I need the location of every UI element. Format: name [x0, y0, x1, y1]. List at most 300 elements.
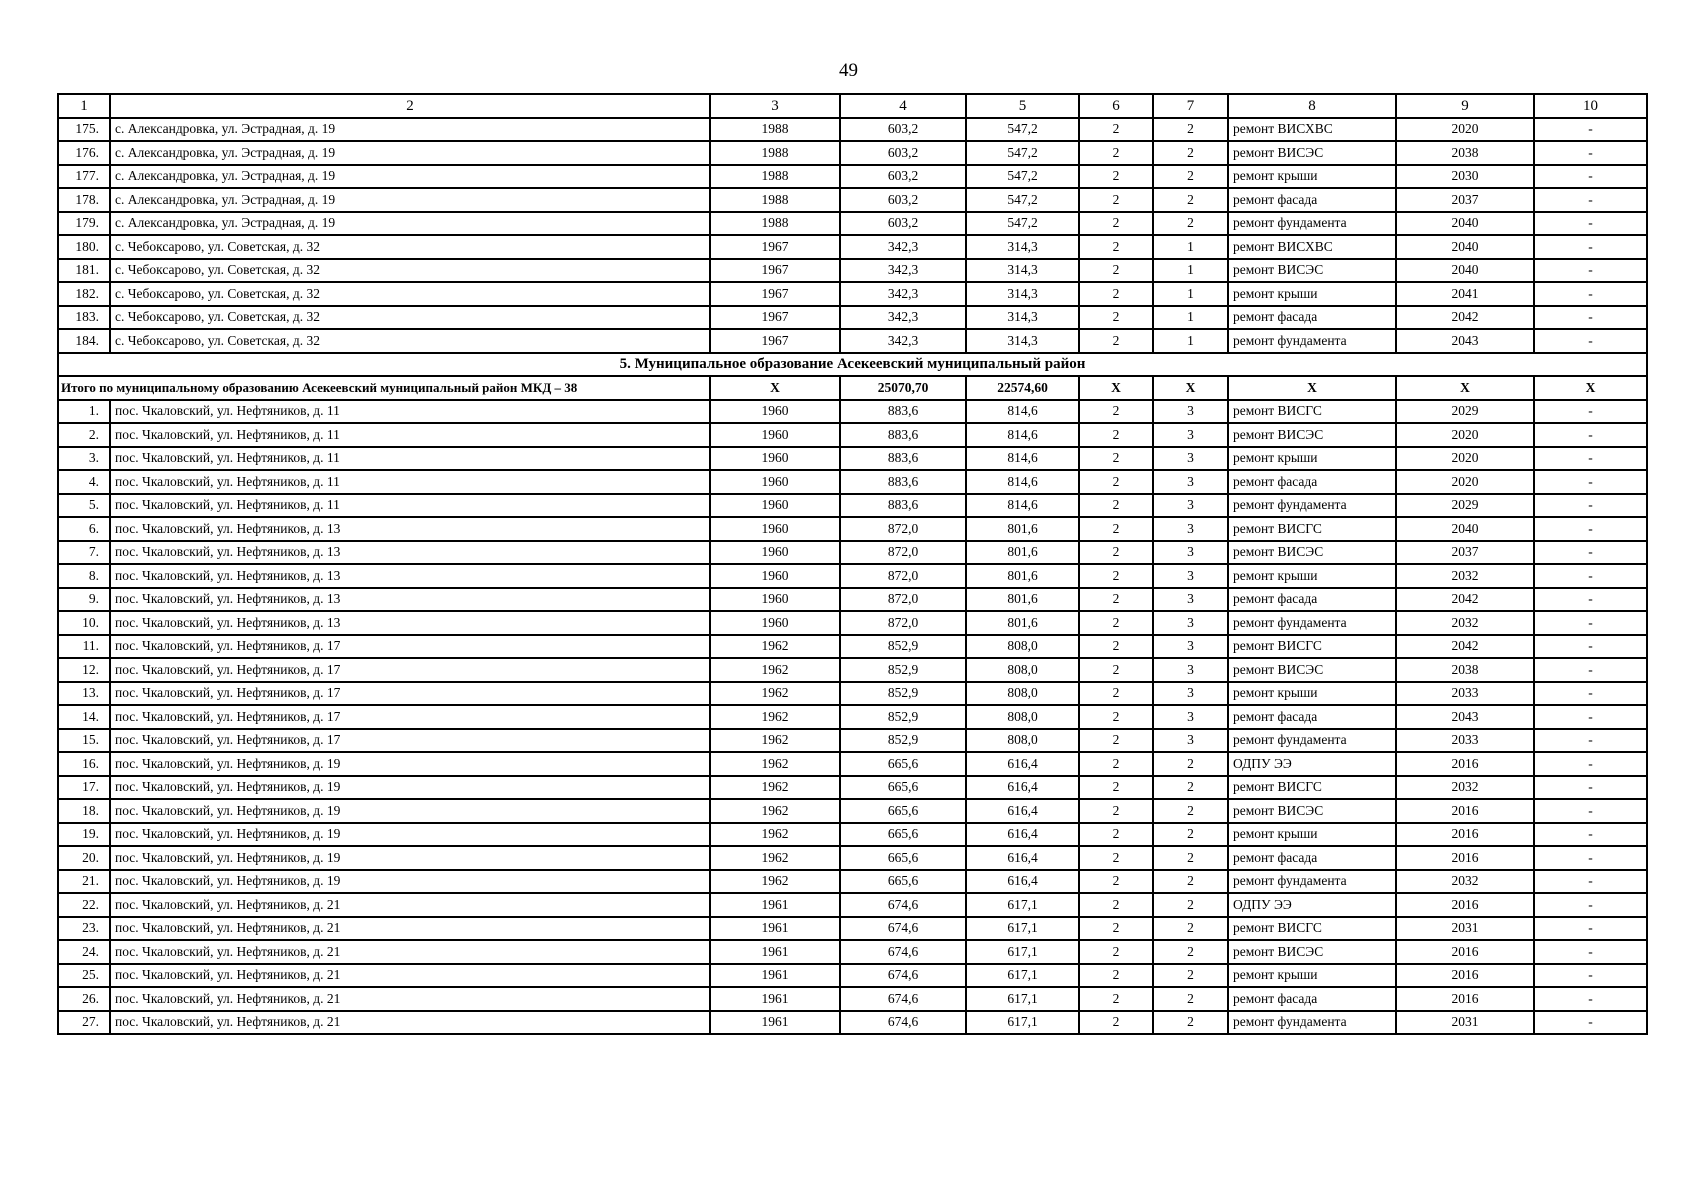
entrances-cell: 2 — [1153, 141, 1228, 165]
address-cell: пос. Чкаловский, ул. Нефтяников, д. 19 — [110, 846, 710, 870]
year-cell: 1961 — [710, 940, 840, 964]
planned-year-cell: 2032 — [1396, 870, 1534, 894]
address-cell: с. Александровка, ул. Эстрадная, д. 19 — [110, 165, 710, 189]
note-cell: - — [1534, 141, 1647, 165]
year-cell: 1988 — [710, 188, 840, 212]
floors-cell: 2 — [1079, 188, 1153, 212]
total-area-cell: 883,6 — [840, 494, 966, 518]
row-number-cell: 16. — [58, 752, 110, 776]
column-header-9: 9 — [1396, 94, 1534, 118]
total-row — [58, 376, 1647, 400]
table-row — [58, 447, 1647, 471]
entrances-cell: 2 — [1153, 1011, 1228, 1035]
living-area-cell: 617,1 — [966, 917, 1079, 941]
entrances-cell: 3 — [1153, 588, 1228, 612]
planned-year-cell: 2040 — [1396, 235, 1534, 259]
living-area-cell: 617,1 — [966, 1011, 1079, 1035]
floors-cell: 2 — [1079, 940, 1153, 964]
entrances-cell: 3 — [1153, 564, 1228, 588]
floors-cell: 2 — [1079, 705, 1153, 729]
note-cell: - — [1534, 799, 1647, 823]
work-type-cell: ремонт ВИСЭС — [1228, 799, 1396, 823]
address-cell: пос. Чкаловский, ул. Нефтяников, д. 13 — [110, 541, 710, 565]
year-cell: 1962 — [710, 658, 840, 682]
planned-year-cell: 2042 — [1396, 306, 1534, 330]
column-header-4: 4 — [840, 94, 966, 118]
work-type-cell: ремонт ВИСЭС — [1228, 423, 1396, 447]
work-type-cell: ремонт крыши — [1228, 564, 1396, 588]
entrances-cell: 1 — [1153, 235, 1228, 259]
note-cell: - — [1534, 517, 1647, 541]
work-type-cell: ремонт фасада — [1228, 306, 1396, 330]
entrances-cell: 2 — [1153, 752, 1228, 776]
total-area-cell: 342,3 — [840, 282, 966, 306]
floors-cell: 2 — [1079, 752, 1153, 776]
living-area-cell: 314,3 — [966, 306, 1079, 330]
work-type-cell: ремонт ВИСХВС — [1228, 118, 1396, 142]
table-row — [58, 682, 1647, 706]
planned-year-cell: 2033 — [1396, 729, 1534, 753]
floors-cell: 2 — [1079, 917, 1153, 941]
note-cell: - — [1534, 846, 1647, 870]
entrances-cell: 1 — [1153, 282, 1228, 306]
total-area-cell: 665,6 — [840, 776, 966, 800]
address-cell: пос. Чкаловский, ул. Нефтяников, д. 17 — [110, 705, 710, 729]
table-row — [58, 141, 1647, 165]
work-type-cell: ОДПУ ЭЭ — [1228, 752, 1396, 776]
entrances-cell: 2 — [1153, 165, 1228, 189]
work-type-cell: ремонт фундамента — [1228, 729, 1396, 753]
year-cell: 1961 — [710, 964, 840, 988]
table-row — [58, 118, 1647, 142]
entrances-cell: 3 — [1153, 517, 1228, 541]
table-row — [58, 940, 1647, 964]
living-area-cell: 547,2 — [966, 165, 1079, 189]
total-area-cell: 674,6 — [840, 917, 966, 941]
planned-year-cell: 2043 — [1396, 329, 1534, 353]
total-area-cell: 342,3 — [840, 306, 966, 330]
floors-cell: 2 — [1079, 165, 1153, 189]
address-cell: пос. Чкаловский, ул. Нефтяников, д. 11 — [110, 423, 710, 447]
table-row — [58, 494, 1647, 518]
note-cell: - — [1534, 541, 1647, 565]
address-cell: с. Чебоксарово, ул. Советская, д. 32 — [110, 282, 710, 306]
floors-cell: 2 — [1079, 423, 1153, 447]
note-cell: - — [1534, 917, 1647, 941]
living-area-cell: 547,2 — [966, 212, 1079, 236]
total-area-cell: 603,2 — [840, 141, 966, 165]
total-area-cell: 852,9 — [840, 682, 966, 706]
entrances-cell: 2 — [1153, 870, 1228, 894]
entrances-cell: 2 — [1153, 893, 1228, 917]
floors-cell: 2 — [1079, 541, 1153, 565]
planned-year-cell: 2020 — [1396, 118, 1534, 142]
address-cell: пос. Чкаловский, ул. Нефтяников, д. 13 — [110, 588, 710, 612]
planned-year-cell: 2040 — [1396, 259, 1534, 283]
entrances-cell: 1 — [1153, 259, 1228, 283]
work-type-cell: ремонт фасада — [1228, 705, 1396, 729]
floors-cell: 2 — [1079, 517, 1153, 541]
floors-cell: 2 — [1079, 588, 1153, 612]
entrances-cell: 2 — [1153, 823, 1228, 847]
address-cell: пос. Чкаловский, ул. Нефтяников, д. 17 — [110, 658, 710, 682]
floors-cell: 2 — [1079, 235, 1153, 259]
section-title: 5. Муниципальное образование Асекеевский муниципальный район — [58, 353, 1647, 377]
total-area-cell: 342,3 — [840, 259, 966, 283]
floors-cell: 2 — [1079, 870, 1153, 894]
row-number-cell: 20. — [58, 846, 110, 870]
note-cell: - — [1534, 870, 1647, 894]
note-cell: - — [1534, 329, 1647, 353]
planned-year-cell: 2030 — [1396, 165, 1534, 189]
total-label: Итого по муниципальному образованию Асекеевский муниципальный район МКД – 38 — [58, 376, 710, 400]
living-area-cell: 801,6 — [966, 588, 1079, 612]
work-type-cell: ремонт ВИСЭС — [1228, 541, 1396, 565]
entrances-cell: Х — [1153, 376, 1228, 400]
row-number-cell: 3. — [58, 447, 110, 471]
living-area-cell: 616,4 — [966, 799, 1079, 823]
work-type-cell: ремонт фундамента — [1228, 212, 1396, 236]
floors-cell: 2 — [1079, 282, 1153, 306]
planned-year-cell: 2016 — [1396, 752, 1534, 776]
floors-cell: 2 — [1079, 118, 1153, 142]
page-number: 49 — [839, 60, 858, 81]
table-row — [58, 776, 1647, 800]
total-area-cell: 665,6 — [840, 846, 966, 870]
table-row — [58, 799, 1647, 823]
work-type-cell: ремонт фасада — [1228, 470, 1396, 494]
address-cell: пос. Чкаловский, ул. Нефтяников, д. 11 — [110, 470, 710, 494]
note-cell: - — [1534, 423, 1647, 447]
total-area-cell: 674,6 — [840, 964, 966, 988]
planned-year-cell: 2041 — [1396, 282, 1534, 306]
entrances-cell: 2 — [1153, 212, 1228, 236]
entrances-cell: 1 — [1153, 306, 1228, 330]
note-cell: - — [1534, 964, 1647, 988]
planned-year-cell: 2042 — [1396, 635, 1534, 659]
row-number-cell: 178. — [58, 188, 110, 212]
work-type-cell: ремонт фасада — [1228, 846, 1396, 870]
row-number-cell: 2. — [58, 423, 110, 447]
row-number-cell: 181. — [58, 259, 110, 283]
living-area-cell: 547,2 — [966, 188, 1079, 212]
total-area-cell: 872,0 — [840, 588, 966, 612]
year-cell: 1960 — [710, 470, 840, 494]
work-type-cell: ремонт фундамента — [1228, 611, 1396, 635]
floors-cell: 2 — [1079, 823, 1153, 847]
floors-cell: 2 — [1079, 470, 1153, 494]
living-area-cell: 616,4 — [966, 870, 1079, 894]
note-cell: - — [1534, 188, 1647, 212]
table-row — [58, 823, 1647, 847]
note-cell: - — [1534, 165, 1647, 189]
year-cell: 1961 — [710, 987, 840, 1011]
note-cell: - — [1534, 940, 1647, 964]
note-cell: - — [1534, 470, 1647, 494]
total-area-cell: 665,6 — [840, 752, 966, 776]
note-cell: - — [1534, 400, 1647, 424]
table-row — [58, 964, 1647, 988]
row-number-cell: 22. — [58, 893, 110, 917]
address-cell: с. Александровка, ул. Эстрадная, д. 19 — [110, 212, 710, 236]
planned-year-cell: Х — [1396, 376, 1534, 400]
column-header-8: 8 — [1228, 94, 1396, 118]
table-row — [58, 705, 1647, 729]
entrances-cell: 2 — [1153, 776, 1228, 800]
year-cell: 1961 — [710, 1011, 840, 1035]
total-area-cell: 342,3 — [840, 235, 966, 259]
floors-cell: 2 — [1079, 846, 1153, 870]
work-type-cell: ремонт фасада — [1228, 987, 1396, 1011]
row-number-cell: 15. — [58, 729, 110, 753]
year-cell: 1960 — [710, 564, 840, 588]
note-cell: - — [1534, 259, 1647, 283]
total-area-cell: 603,2 — [840, 118, 966, 142]
column-header-10: 10 — [1534, 94, 1647, 118]
total-area-cell: 665,6 — [840, 823, 966, 847]
year-cell: 1960 — [710, 588, 840, 612]
entrances-cell: 3 — [1153, 447, 1228, 471]
living-area-cell: 616,4 — [966, 823, 1079, 847]
planned-year-cell: 2038 — [1396, 141, 1534, 165]
planned-year-cell: 2032 — [1396, 776, 1534, 800]
address-cell: пос. Чкаловский, ул. Нефтяников, д. 19 — [110, 776, 710, 800]
total-area-cell: 872,0 — [840, 517, 966, 541]
row-number-cell: 18. — [58, 799, 110, 823]
repair-register-table — [57, 93, 1648, 1035]
address-cell: пос. Чкаловский, ул. Нефтяников, д. 21 — [110, 917, 710, 941]
column-number-row — [58, 94, 1647, 118]
address-cell: пос. Чкаловский, ул. Нефтяников, д. 11 — [110, 494, 710, 518]
work-type-cell: ремонт ВИСГС — [1228, 517, 1396, 541]
total-area-cell: 883,6 — [840, 470, 966, 494]
column-header-6: 6 — [1079, 94, 1153, 118]
work-type-cell: ремонт крыши — [1228, 165, 1396, 189]
year-cell: 1967 — [710, 235, 840, 259]
row-number-cell: 17. — [58, 776, 110, 800]
table-row — [58, 212, 1647, 236]
row-number-cell: 177. — [58, 165, 110, 189]
note-cell: - — [1534, 611, 1647, 635]
note-cell: - — [1534, 235, 1647, 259]
table-row — [58, 893, 1647, 917]
table-header — [58, 94, 1647, 118]
entrances-cell: 3 — [1153, 423, 1228, 447]
address-cell: пос. Чкаловский, ул. Нефтяников, д. 17 — [110, 682, 710, 706]
table-row — [58, 282, 1647, 306]
work-type-cell: ремонт фундамента — [1228, 1011, 1396, 1035]
total-area-cell: 674,6 — [840, 987, 966, 1011]
note-cell: - — [1534, 776, 1647, 800]
address-cell: пос. Чкаловский, ул. Нефтяников, д. 21 — [110, 1011, 710, 1035]
living-area-cell: 616,4 — [966, 752, 1079, 776]
total-area-cell: 852,9 — [840, 658, 966, 682]
total-area-cell: 665,6 — [840, 799, 966, 823]
year-cell: 1962 — [710, 870, 840, 894]
work-type-cell: ОДПУ ЭЭ — [1228, 893, 1396, 917]
year-cell: 1962 — [710, 752, 840, 776]
entrances-cell: 3 — [1153, 635, 1228, 659]
floors-cell: 2 — [1079, 611, 1153, 635]
planned-year-cell: 2016 — [1396, 823, 1534, 847]
entrances-cell: 3 — [1153, 541, 1228, 565]
year-cell: 1988 — [710, 165, 840, 189]
planned-year-cell: 2040 — [1396, 517, 1534, 541]
note-cell: - — [1534, 752, 1647, 776]
table-row — [58, 588, 1647, 612]
address-cell: пос. Чкаловский, ул. Нефтяников, д. 21 — [110, 893, 710, 917]
planned-year-cell: 2020 — [1396, 470, 1534, 494]
row-number-cell: 21. — [58, 870, 110, 894]
living-area-cell: 616,4 — [966, 846, 1079, 870]
address-cell: пос. Чкаловский, ул. Нефтяников, д. 19 — [110, 752, 710, 776]
planned-year-cell: 2020 — [1396, 447, 1534, 471]
floors-cell: 2 — [1079, 893, 1153, 917]
planned-year-cell: 2016 — [1396, 799, 1534, 823]
address-cell: с. Чебоксарово, ул. Советская, д. 32 — [110, 259, 710, 283]
note-cell: - — [1534, 588, 1647, 612]
floors-cell: 2 — [1079, 141, 1153, 165]
total-area-cell: 872,0 — [840, 564, 966, 588]
column-header-1: 1 — [58, 94, 110, 118]
work-type-cell: ремонт ВИСЭС — [1228, 259, 1396, 283]
living-area-cell: 808,0 — [966, 682, 1079, 706]
entrances-cell: 2 — [1153, 188, 1228, 212]
row-number-cell: 26. — [58, 987, 110, 1011]
row-number-cell: 24. — [58, 940, 110, 964]
address-cell: пос. Чкаловский, ул. Нефтяников, д. 19 — [110, 870, 710, 894]
work-type-cell: ремонт крыши — [1228, 964, 1396, 988]
floors-cell: 2 — [1079, 329, 1153, 353]
row-number-cell: 184. — [58, 329, 110, 353]
work-type-cell: ремонт ВИСЭС — [1228, 658, 1396, 682]
floors-cell: 2 — [1079, 799, 1153, 823]
column-header-3: 3 — [710, 94, 840, 118]
floors-cell: 2 — [1079, 447, 1153, 471]
floors-cell: 2 — [1079, 564, 1153, 588]
year-cell: 1988 — [710, 212, 840, 236]
column-header-2: 2 — [110, 94, 710, 118]
entrances-cell: 2 — [1153, 799, 1228, 823]
note-cell: - — [1534, 893, 1647, 917]
row-number-cell: 19. — [58, 823, 110, 847]
floors-cell: 2 — [1079, 1011, 1153, 1035]
planned-year-cell: 2042 — [1396, 588, 1534, 612]
living-area-cell: 616,4 — [966, 776, 1079, 800]
total-area-cell: 674,6 — [840, 893, 966, 917]
living-area-cell: 314,3 — [966, 259, 1079, 283]
note-cell: - — [1534, 1011, 1647, 1035]
total-area-cell: 883,6 — [840, 423, 966, 447]
total-area-cell: 852,9 — [840, 729, 966, 753]
address-cell: с. Александровка, ул. Эстрадная, д. 19 — [110, 188, 710, 212]
planned-year-cell: 2029 — [1396, 494, 1534, 518]
table-row — [58, 870, 1647, 894]
address-cell: с. Александровка, ул. Эстрадная, д. 19 — [110, 141, 710, 165]
living-area-cell: 814,6 — [966, 470, 1079, 494]
entrances-cell: 3 — [1153, 400, 1228, 424]
floors-cell: 2 — [1079, 776, 1153, 800]
living-area-cell: 617,1 — [966, 893, 1079, 917]
table-row — [58, 165, 1647, 189]
address-cell: с. Чебоксарово, ул. Советская, д. 32 — [110, 306, 710, 330]
work-type-cell: ремонт ВИСГС — [1228, 400, 1396, 424]
year-cell: 1967 — [710, 282, 840, 306]
row-number-cell: 180. — [58, 235, 110, 259]
work-type-cell: ремонт крыши — [1228, 447, 1396, 471]
living-area-cell: 814,6 — [966, 423, 1079, 447]
living-area-cell: 617,1 — [966, 987, 1079, 1011]
living-area-cell: 814,6 — [966, 400, 1079, 424]
living-area-cell: 22574,60 — [966, 376, 1079, 400]
work-type-cell: ремонт крыши — [1228, 823, 1396, 847]
total-area-cell: 665,6 — [840, 870, 966, 894]
work-type-cell: ремонт ВИСХВС — [1228, 235, 1396, 259]
year-cell: 1960 — [710, 423, 840, 447]
living-area-cell: 801,6 — [966, 611, 1079, 635]
note-cell: - — [1534, 705, 1647, 729]
row-number-cell: 25. — [58, 964, 110, 988]
entrances-cell: 3 — [1153, 658, 1228, 682]
total-area-cell: 674,6 — [840, 940, 966, 964]
planned-year-cell: 2037 — [1396, 188, 1534, 212]
entrances-cell: 2 — [1153, 964, 1228, 988]
year-cell: 1960 — [710, 447, 840, 471]
entrances-cell: 3 — [1153, 494, 1228, 518]
living-area-cell: 814,6 — [966, 494, 1079, 518]
planned-year-cell: 2029 — [1396, 400, 1534, 424]
planned-year-cell: 2016 — [1396, 964, 1534, 988]
year-cell: 1961 — [710, 893, 840, 917]
total-area-cell: 603,2 — [840, 165, 966, 189]
row-number-cell: 4. — [58, 470, 110, 494]
table-row — [58, 917, 1647, 941]
floors-cell: 2 — [1079, 682, 1153, 706]
work-type-cell: ремонт фундамента — [1228, 870, 1396, 894]
work-type-cell: ремонт крыши — [1228, 682, 1396, 706]
table-row — [58, 400, 1647, 424]
table-row — [58, 517, 1647, 541]
year-cell: Х — [710, 376, 840, 400]
table-row — [58, 306, 1647, 330]
table-row — [58, 635, 1647, 659]
living-area-cell: 547,2 — [966, 118, 1079, 142]
living-area-cell: 808,0 — [966, 635, 1079, 659]
address-cell: с. Чебоксарово, ул. Советская, д. 32 — [110, 235, 710, 259]
year-cell: 1988 — [710, 118, 840, 142]
note-cell: - — [1534, 658, 1647, 682]
address-cell: пос. Чкаловский, ул. Нефтяников, д. 17 — [110, 635, 710, 659]
planned-year-cell: 2033 — [1396, 682, 1534, 706]
address-cell: пос. Чкаловский, ул. Нефтяников, д. 13 — [110, 564, 710, 588]
address-cell: пос. Чкаловский, ул. Нефтяников, д. 17 — [110, 729, 710, 753]
address-cell: пос. Чкаловский, ул. Нефтяников, д. 11 — [110, 400, 710, 424]
row-number-cell: 5. — [58, 494, 110, 518]
note-cell: - — [1534, 635, 1647, 659]
note-cell: - — [1534, 306, 1647, 330]
year-cell: 1962 — [710, 799, 840, 823]
row-number-cell: 175. — [58, 118, 110, 142]
living-area-cell: 314,3 — [966, 282, 1079, 306]
row-number-cell: 183. — [58, 306, 110, 330]
total-area-cell: 342,3 — [840, 329, 966, 353]
total-area-cell: 872,0 — [840, 541, 966, 565]
section-title-row — [58, 353, 1647, 377]
living-area-cell: 617,1 — [966, 964, 1079, 988]
note-cell: - — [1534, 823, 1647, 847]
living-area-cell: 617,1 — [966, 940, 1079, 964]
entrances-cell: 1 — [1153, 329, 1228, 353]
